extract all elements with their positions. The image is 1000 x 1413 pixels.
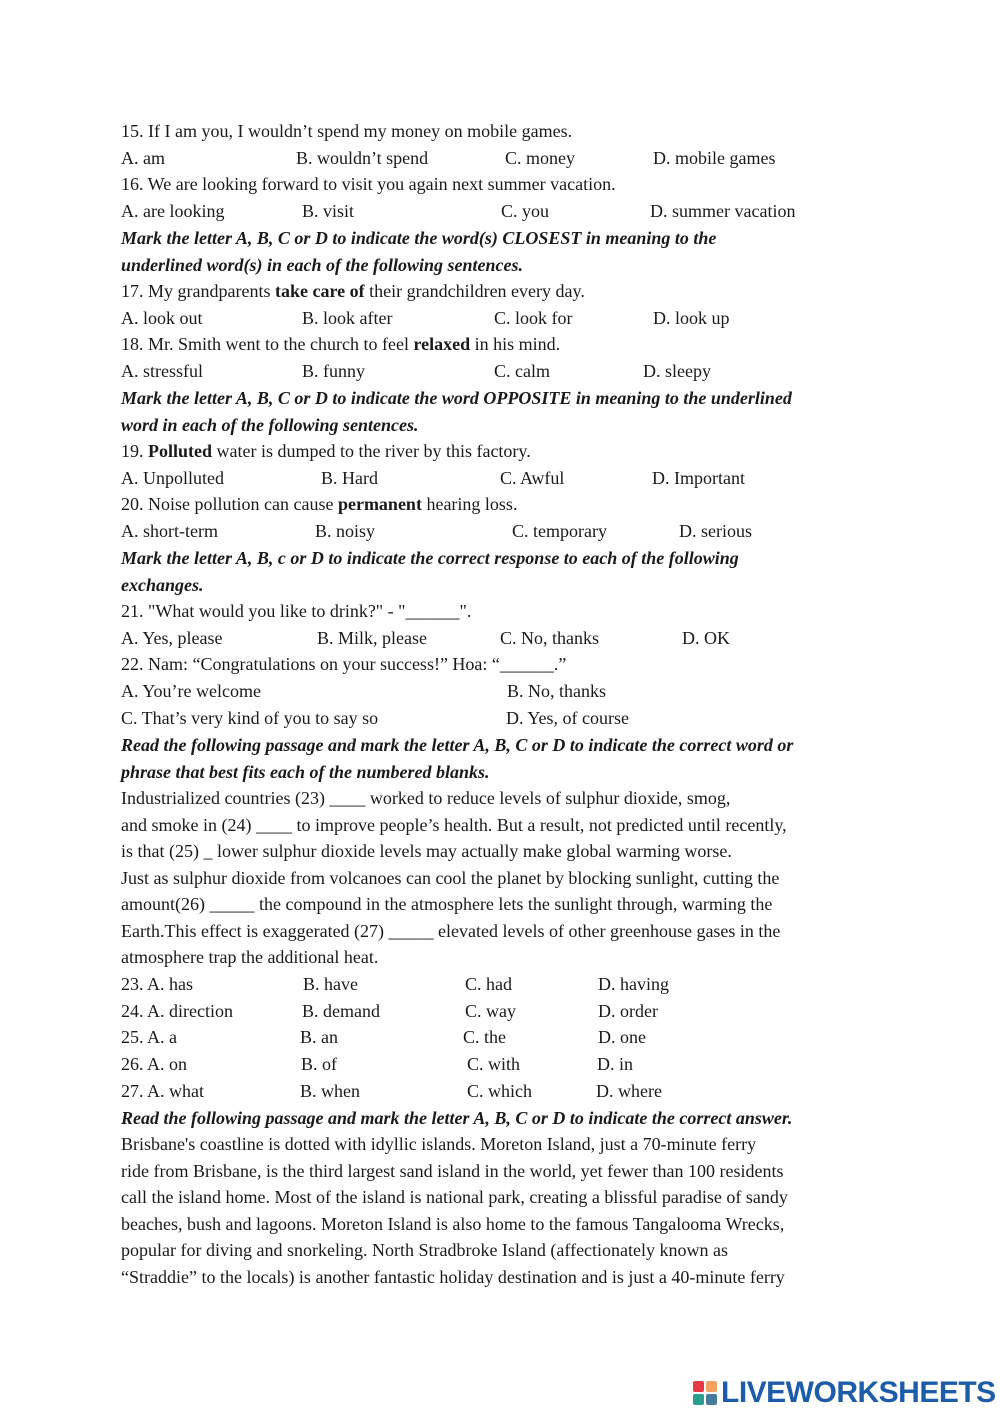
- option-d: D. one: [598, 1027, 646, 1047]
- passage-2-line: call the island home. Most of the island is national park, creating a blissful paradise of sandy: [121, 1187, 788, 1207]
- option-b: B. Hard: [321, 468, 378, 488]
- passage-1-line: Just as sulphur dioxide from volcanoes can cool the planet by blocking sunlight, cutting the: [121, 868, 780, 888]
- option-d: D. mobile games: [653, 148, 776, 168]
- option-c: C. look for: [494, 308, 573, 328]
- instruction-opposite-line2: word in each of the following sentences.: [121, 415, 419, 435]
- question-19: [121, 440, 531, 462]
- option-b: B. Milk, please: [317, 628, 427, 648]
- option-c: C. money: [505, 148, 575, 168]
- option-b: B. an: [300, 1027, 338, 1047]
- question-19-pre: 19.: [121, 441, 148, 461]
- instruction-closest-line1: Mark the letter A, B, C or D to indicate the word(s) CLOSEST in meaning to the: [121, 228, 717, 248]
- question-17-keyword: take care of: [274, 281, 365, 301]
- passage-2-line: Brisbane's coastline is dotted with idyllic islands. Moreton Island, just a 70-minute ferry: [121, 1134, 757, 1154]
- option-b: B. when: [300, 1081, 360, 1101]
- option-c: C. way: [465, 1001, 516, 1021]
- option-b: B. funny: [302, 361, 365, 381]
- question-17: [121, 280, 585, 302]
- question-22: [121, 653, 566, 675]
- option-a: A. Yes, please: [121, 628, 223, 648]
- option-d: D. in: [597, 1054, 633, 1074]
- option-d: D. OK: [682, 628, 730, 648]
- instruction-cloze-line2: phrase that best fits each of the numbered blanks.: [121, 762, 490, 782]
- option-d: D. sleepy: [643, 361, 711, 381]
- question-21: [121, 600, 471, 622]
- option-d: D. summer vacation: [650, 201, 796, 221]
- option-a: 25. A. a: [121, 1027, 177, 1047]
- option-a: A. You’re welcome: [121, 681, 261, 701]
- option-a: A. stressful: [121, 361, 203, 381]
- option-c: C. That’s very kind of you to say so: [121, 708, 379, 728]
- instruction-cloze-line1: Read the following passage and mark the letter A, B, C or D to indicate the correct word or: [121, 735, 794, 755]
- instruction-closest-line2: underlined word(s) in each of the following sentences.: [121, 255, 524, 275]
- option-c: C. had: [465, 974, 512, 994]
- logo-mark-icon: [693, 1381, 717, 1405]
- option-b: B. look after: [302, 308, 393, 328]
- question-20-keyword: permanent: [337, 494, 422, 514]
- logo-text: LIVEWORKSHEETS: [721, 1376, 996, 1409]
- question-18-post: in his mind.: [470, 334, 561, 354]
- question-17-pre: 17. My grandparents: [121, 281, 275, 301]
- passage-1-line: Earth.This effect is exaggerated (27) _____ elevated levels of other greenhouse gases in the: [121, 921, 781, 941]
- question-16: [121, 173, 616, 195]
- option-c: C. temporary: [512, 521, 607, 541]
- instruction-opposite-line1: Mark the letter A, B, C or D to indicate the word OPPOSITE in meaning to the underlined: [121, 388, 792, 408]
- passage-2-line: ride from Brisbane, is the third largest sand island in the world, yet fewer than 100 residents: [121, 1161, 784, 1181]
- question-18-pre: 18. Mr. Smith went to the church to feel: [121, 334, 414, 354]
- option-b: B. have: [303, 974, 358, 994]
- option-c: C. Awful: [500, 468, 565, 488]
- logo-square-icon: [693, 1381, 704, 1392]
- option-d: D. Important: [652, 468, 745, 488]
- option-b: B. visit: [302, 201, 355, 221]
- option-a: A. short-term: [121, 521, 218, 541]
- option-d: D. serious: [679, 521, 752, 541]
- passage-2-line: popular for diving and snorkeling. North Stradbroke Island (affectionately known as: [121, 1240, 729, 1260]
- passage-2-line: “Straddie” to the locals) is another fantastic holiday destination and is just a 40-minute ferry: [121, 1267, 785, 1287]
- option-d: D. look up: [653, 308, 730, 328]
- option-b: B. demand: [302, 1001, 380, 1021]
- logo-square-icon: [706, 1394, 717, 1405]
- question-16-text: 16. We are looking forward to visit you again next summer vacation.: [121, 174, 616, 194]
- question-17-post: their grandchildren every day.: [364, 281, 585, 301]
- option-a: A. am: [121, 148, 165, 168]
- option-a: A. look out: [121, 308, 203, 328]
- question-15-text: 15. If I am you, I wouldn’t spend my money on mobile games.: [121, 121, 573, 141]
- passage-1-line: is that (25) _ lower sulphur dioxide levels may actually make global warming worse.: [121, 841, 732, 861]
- question-18: [121, 333, 560, 355]
- passage-2-line: beaches, bush and lagoons. Moreton Island is also home to the famous Tangalooma Wrecks,: [121, 1214, 785, 1234]
- question-20-pre: 20. Noise pollution can cause: [121, 494, 338, 514]
- option-b: B. of: [301, 1054, 337, 1074]
- option-d: D. where: [596, 1081, 662, 1101]
- option-b: B. wouldn’t spend: [296, 148, 429, 168]
- passage-1-line: amount(26) _____ the compound in the atmosphere lets the sunlight through, warming the: [121, 894, 773, 914]
- option-c: C. No, thanks: [500, 628, 599, 648]
- question-19-post: water is dumped to the river by this factory.: [212, 441, 531, 461]
- option-a: 24. A. direction: [121, 1001, 233, 1021]
- option-c: C. with: [467, 1054, 521, 1074]
- question-19-keyword: Polluted: [148, 441, 213, 461]
- question-22-text: 22. Nam: “Congratulations on your success!” Hoa: “______.”: [121, 654, 567, 674]
- question-18-keyword: relaxed: [413, 334, 471, 354]
- option-a: 23. A. has: [121, 974, 193, 994]
- option-b: B. No, thanks: [507, 681, 606, 701]
- instruction-reading: Read the following passage and mark the letter A, B, C or D to indicate the correct answer.: [121, 1108, 793, 1128]
- question-20-post: hearing loss.: [421, 494, 518, 514]
- passage-1-line: atmosphere trap the additional heat.: [121, 947, 379, 967]
- option-a: 26. A. on: [121, 1054, 188, 1074]
- liveworksheets-logo: [693, 1376, 996, 1410]
- option-b: B. noisy: [315, 521, 376, 541]
- option-d: D. Yes, of course: [506, 708, 629, 728]
- passage-1-line: Industrialized countries (23) ____ worked to reduce levels of sulphur dioxide, smog,: [121, 788, 731, 808]
- instruction-response-line1: Mark the letter A, B, c or D to indicate the correct response to each of the following: [121, 548, 739, 568]
- logo-square-icon: [693, 1394, 704, 1405]
- option-a: A. Unpolluted: [121, 468, 224, 488]
- question-15: [121, 120, 572, 142]
- option-c: C. you: [501, 201, 550, 221]
- question-20: [121, 493, 517, 515]
- option-a: A. are looking: [121, 201, 225, 221]
- option-c: C. calm: [494, 361, 550, 381]
- instruction-response-line2: exchanges.: [121, 575, 204, 595]
- logo-square-icon: [706, 1381, 717, 1392]
- option-a: 27. A. what: [121, 1081, 204, 1101]
- option-d: D. order: [598, 1001, 658, 1021]
- option-c: C. the: [463, 1027, 506, 1047]
- question-21-text: 21. "What would you like to drink?" - "______".: [121, 601, 472, 621]
- option-c: C. which: [467, 1081, 532, 1101]
- option-d: D. having: [598, 974, 669, 994]
- passage-1-line: and smoke in (24) ____ to improve people’s health. But a result, not predicted until recently,: [121, 815, 787, 835]
